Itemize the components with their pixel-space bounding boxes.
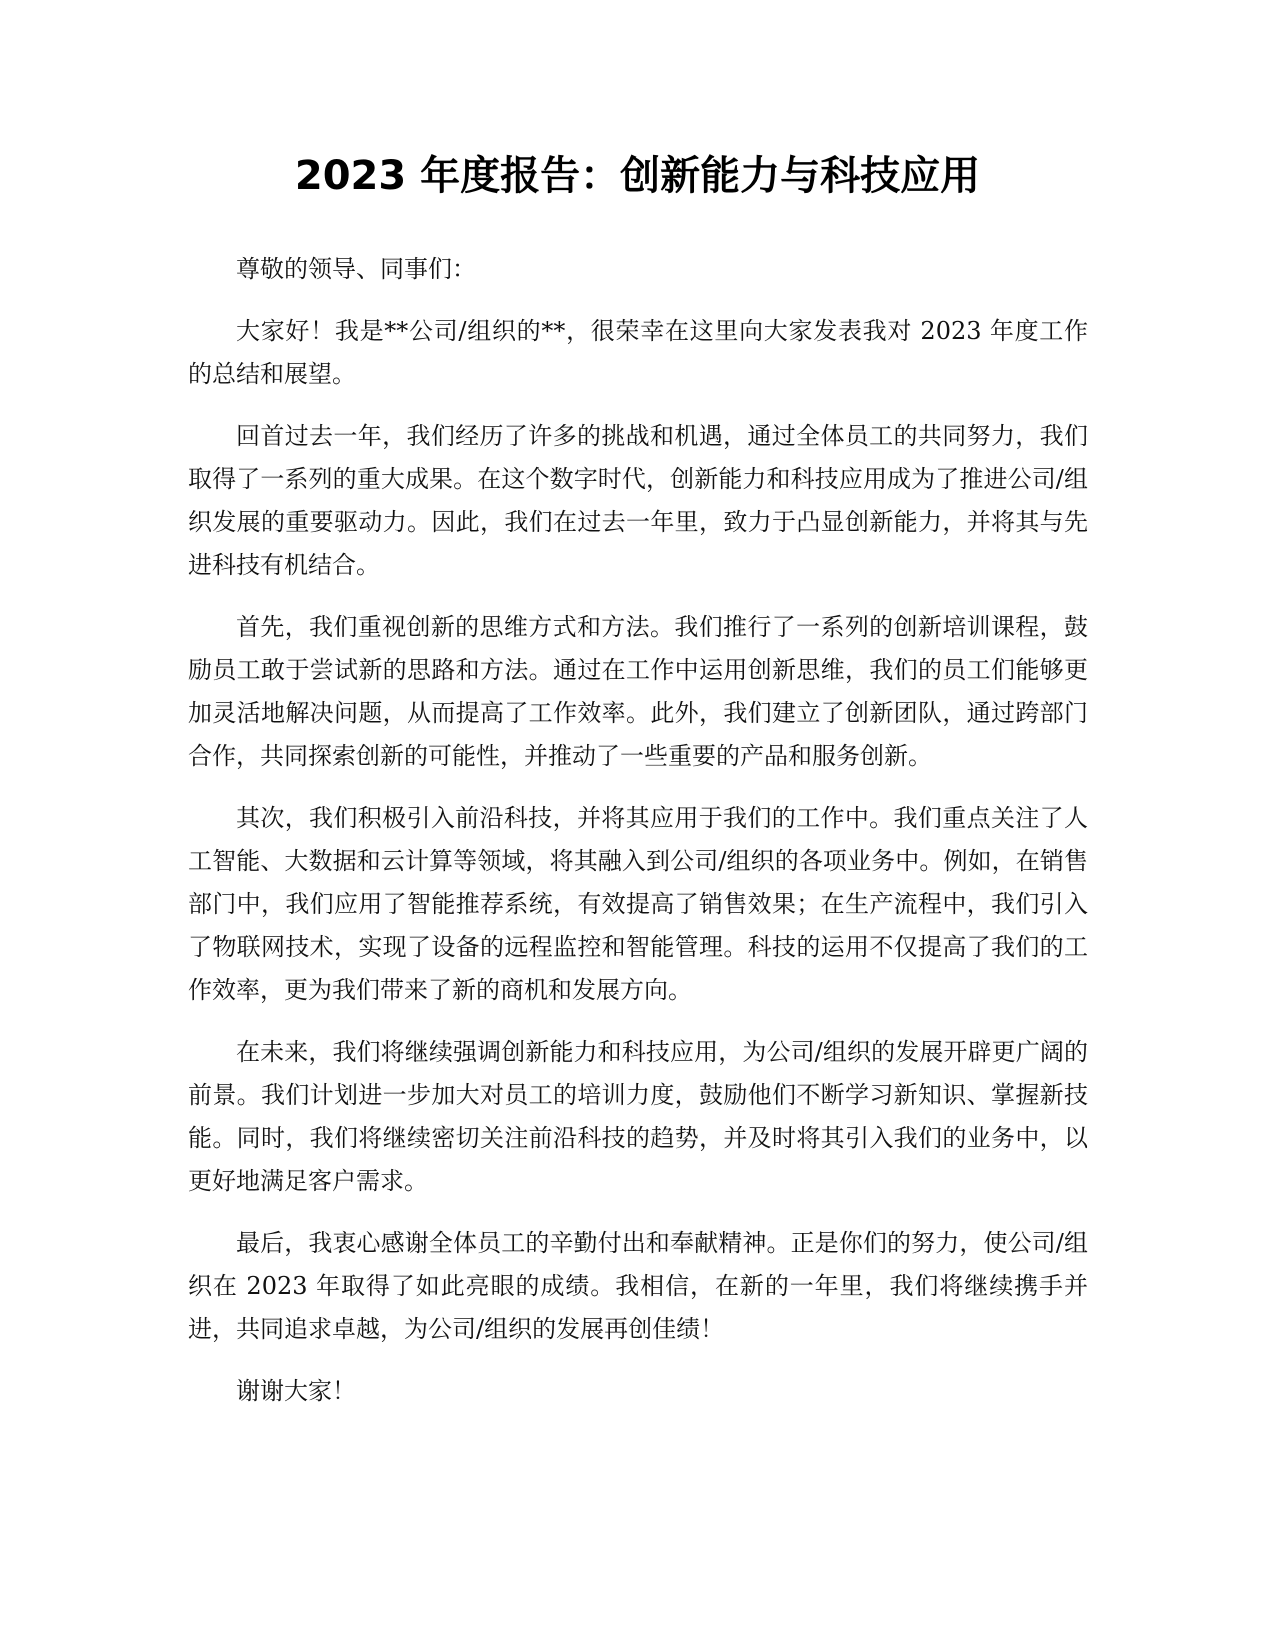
innovation-paragraph: 首先，我们重视创新的思维方式和方法。我们推行了一系列的创新培训课程，鼓励员工敢于尝试新的思路和方法。通过在工作中运用创新思维，我们的员工们能够更加灵活地解决问题，从而提高了工作效率。此外，我们建立了创新团队，通过跨部门合作，共同探索创新的可能性，并推动了一些重要的产品和服务创新。 — [188, 613, 1088, 770]
salutation-paragraph: 尊敬的领导、同事们： — [236, 255, 476, 283]
thanks-paragraph: 最后，我衷心感谢全体员工的辛勤付出和奉献精神。正是你们的努力，使公司/组织在 2023 年取得了如此亮眼的成绩。我相信，在新的一年里，我们将继续携手并进，共同追求卓越，为公司/组织的发展再创佳绩！ — [188, 1229, 1088, 1343]
closing-paragraph: 谢谢大家！ — [236, 1377, 356, 1405]
greeting-paragraph: 大家好！我是**公司/组织的**，很荣幸在这里向大家发表我对 2023 年度工作的总结和展望。 — [188, 317, 1088, 388]
review-paragraph: 回首过去一年，我们经历了许多的挑战和机遇，通过全体员工的共同努力，我们取得了一系列的重大成果。在这个数字时代，创新能力和科技应用成为了推进公司/组织发展的重要驱动力。因此，我们在过去一年里，致力于凸显创新能力，并将其与先进科技有机结合。 — [188, 422, 1088, 579]
document-title: 2023 年度报告：创新能力与科技应用 — [294, 153, 981, 199]
document-body — [188, 248, 1088, 1432]
future-paragraph: 在未来，我们将继续强调创新能力和科技应用，为公司/组织的发展开辟更广阔的前景。我们计划进一步加大对员工的培训力度，鼓励他们不断学习新知识、掌握新技能。同时，我们将继续密切关注前沿科技的趋势，并及时将其引入我们的业务中，以更好地满足客户需求。 — [188, 1038, 1088, 1195]
technology-paragraph: 其次，我们积极引入前沿科技，并将其应用于我们的工作中。我们重点关注了人工智能、大数据和云计算等领域，将其融入到公司/组织的各项业务中。例如，在销售部门中，我们应用了智能推荐系统，有效提高了销售效果；在生产流程中，我们引入了物联网技术，实现了设备的远程监控和智能管理。科技的运用不仅提高了我们的工作效率，更为我们带来了新的商机和发展方向。 — [188, 804, 1088, 1004]
